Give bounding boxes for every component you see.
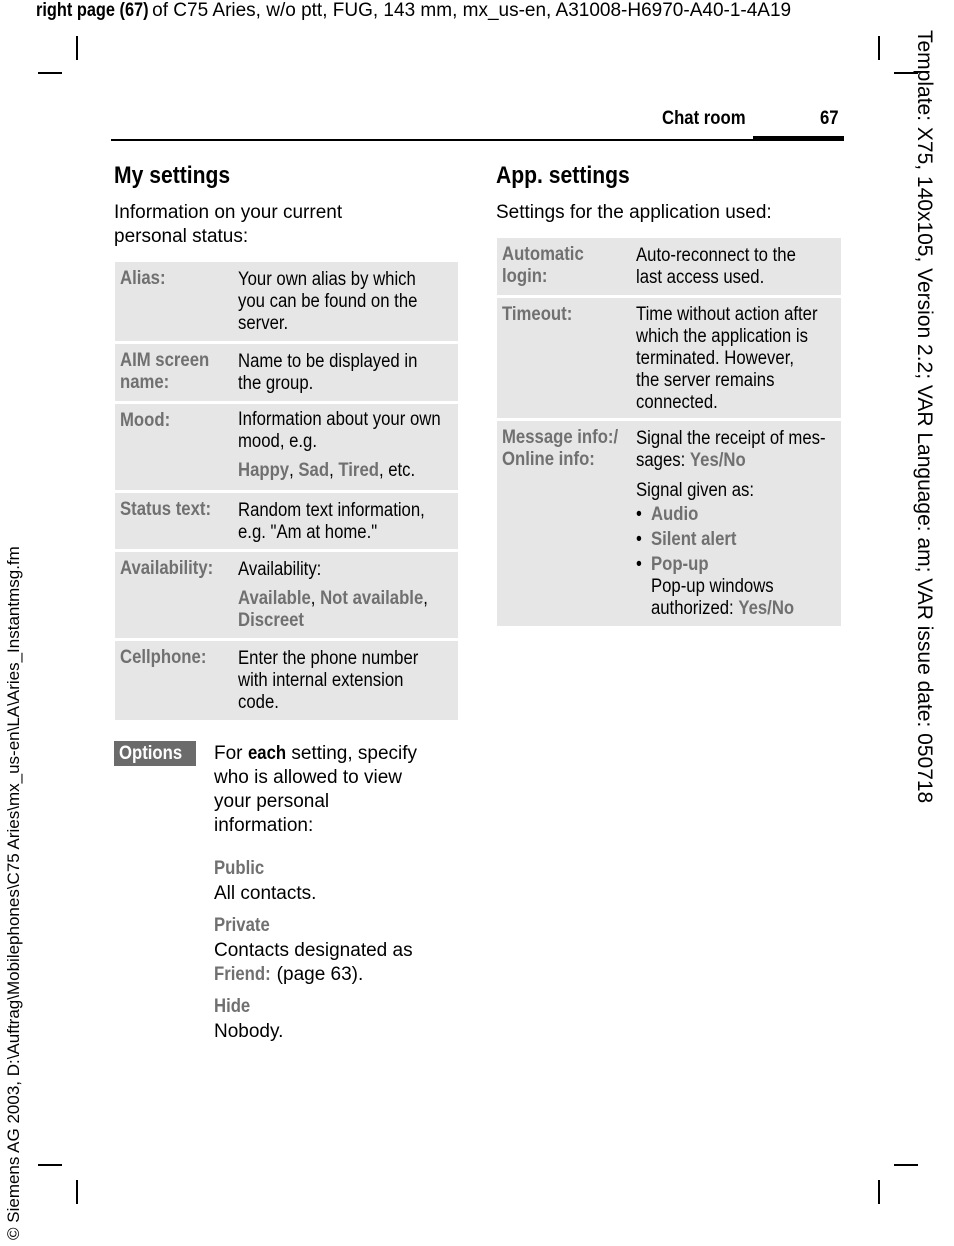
row-label: Message info:/ Online info: xyxy=(502,427,619,470)
table-row xyxy=(497,298,841,418)
option-hide-label: Hide xyxy=(214,996,251,1017)
option-hide-text: Nobody. xyxy=(214,1021,284,1042)
bullet: • xyxy=(636,554,642,575)
table-row xyxy=(115,262,458,341)
print-header xyxy=(36,0,791,22)
table-row xyxy=(115,404,458,490)
option-public-text: All contacts. xyxy=(214,883,317,904)
row-description: Availability: Available, Not available, Discreet xyxy=(238,559,428,631)
my-settings-table xyxy=(115,262,458,720)
app-settings-intro: Settings for the application used: xyxy=(496,202,772,223)
row-label: Timeout: xyxy=(502,304,573,325)
header-rule-accent xyxy=(753,136,844,141)
table-row xyxy=(497,421,841,626)
row-label: Status text: xyxy=(120,499,212,520)
intro-line: personal status: xyxy=(114,226,249,247)
row-label: Alias: xyxy=(120,268,166,289)
row-description: Time without action after which the application is terminated. However, the server remains connected. xyxy=(636,304,818,413)
row-description: Name to be displayed in the group. xyxy=(238,351,418,394)
row-label: Cellphone: xyxy=(120,647,207,668)
table-row xyxy=(115,493,458,549)
row-label: Availability: xyxy=(120,558,214,579)
header-rule xyxy=(111,139,844,141)
crop-mark xyxy=(878,36,880,60)
table-row xyxy=(115,344,458,401)
row-description: Information about your own mood, e.g. Happy, Sad, Tired, etc. xyxy=(238,409,441,481)
crop-mark xyxy=(76,1180,78,1204)
intro-line: Information on your current xyxy=(114,202,343,223)
bullet: • xyxy=(636,504,642,525)
table-row xyxy=(497,238,841,295)
bullet: • xyxy=(636,529,642,550)
row-label: AIM screen name: xyxy=(120,350,210,393)
row-description: Signal the receipt of mes- sages: Yes/No Signal given as: • Audio • Silent alert • Pop-up Pop-up windows authorized: Yes/No xyxy=(636,428,826,619)
copyright-path: © Siemens AG 2003, D:\Auftrag\Mobilephones\C75 Aries\mx_us-en\LA\Aries_Instantmsg.fm xyxy=(4,546,23,1240)
table-row xyxy=(115,552,458,638)
print-header-info: of C75 Aries, w/o ptt, FUG, 143 mm, mx_us-en, A31008-H6970-A40-1-4A19 xyxy=(146,0,792,21)
my-settings-intro xyxy=(114,201,342,249)
option-private-label: Private xyxy=(214,915,270,936)
template-info: Template: X75, 140x105, Version 2.2; VAR Language: am; VAR issue date: 050718 xyxy=(913,30,936,804)
options-softkey: Options xyxy=(114,741,196,766)
page-number: 67 xyxy=(820,108,839,129)
crop-mark xyxy=(38,72,62,74)
option-private-text: Contacts designated as Friend: (page 63). xyxy=(214,940,413,985)
crop-mark xyxy=(894,1164,918,1166)
app-settings-table xyxy=(497,238,841,626)
row-description: Auto-reconnect to the last access used. xyxy=(636,245,796,288)
row-label: Automatic login: xyxy=(502,244,584,287)
row-description: Your own alias by which you can be found on the server. xyxy=(238,269,418,334)
options-description: For each setting, specify who is allowed to view your personal information: xyxy=(214,743,418,836)
section-title-app-settings: App. settings xyxy=(496,162,630,189)
table-row xyxy=(115,641,458,720)
option-public-label: Public xyxy=(214,858,265,879)
row-label: Mood: xyxy=(120,410,171,431)
running-header-title: Chat room xyxy=(662,108,746,129)
print-header-page: right page (67) xyxy=(36,0,149,21)
section-title-my-settings: My settings xyxy=(114,162,231,189)
crop-mark xyxy=(878,1180,880,1204)
row-description: Random text information, e.g. "Am at home." xyxy=(238,500,425,543)
crop-mark xyxy=(76,36,78,60)
row-description: Enter the phone number with internal extension code. xyxy=(238,648,419,713)
crop-mark xyxy=(38,1164,62,1166)
